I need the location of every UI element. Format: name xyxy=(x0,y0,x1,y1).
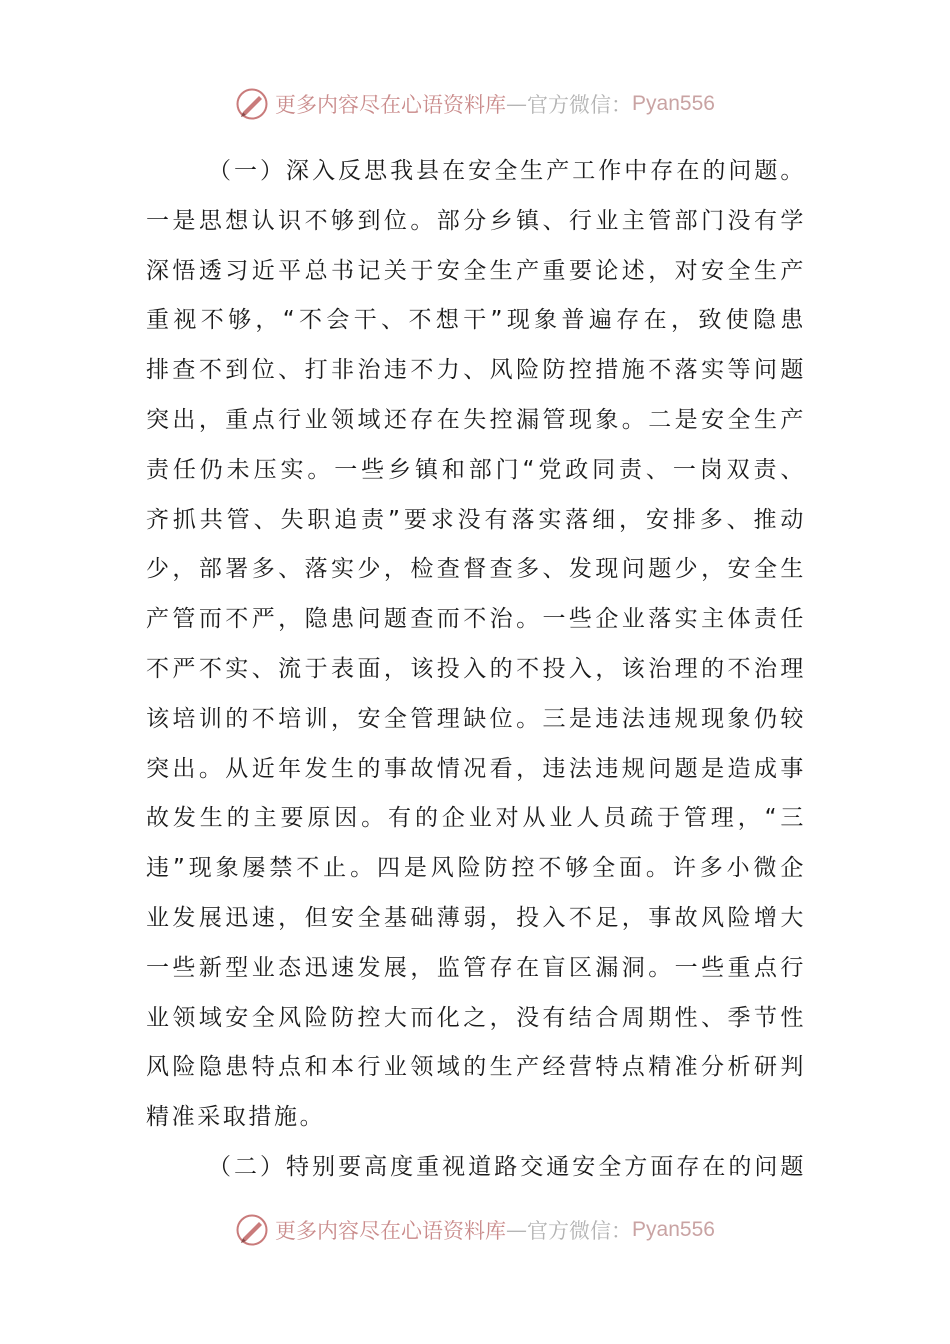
body-line: 深悟透习近平总书记关于安全生产重要论述，对安全生产 xyxy=(146,257,806,284)
watermark-wechat-id: Pyan556 xyxy=(632,1218,715,1241)
body-line: 突出，重点行业领域还存在失控漏管现象。二是安全生产 xyxy=(146,406,806,433)
body-line: 精准采取措施。 xyxy=(146,1104,326,1131)
body-line: 少，部署多、落实少，检查督查多、发现问题少，安全生 xyxy=(146,556,806,583)
watermark-brand: 更多内容尽在心语资料库 xyxy=(275,1219,507,1243)
pen-circle-logo-icon xyxy=(235,1213,269,1247)
body-line: 该培训的不培训，安全管理缺位。三是违法违规现象仍较 xyxy=(146,705,806,732)
body-line: 突出。从近年发生的事故情况看，违法违规问题是造成事 xyxy=(146,755,806,782)
body-line: 违”现象屡禁不止。四是风险防控不够全面。许多小微企 xyxy=(146,855,806,882)
body-line: 排查不到位、打非治违不力、风险防控措施不落实等问题 xyxy=(146,357,806,384)
body-line: 故发生的主要原因。有的企业对从业人员疏于管理，“三 xyxy=(146,805,806,832)
body-line: 齐抓共管、失职追责”要求没有落实落细，安排多、推动 xyxy=(146,506,806,533)
watermark-header xyxy=(0,84,950,124)
watermark-separator: — xyxy=(506,1218,528,1242)
body-line: 不严不实、流于表面，该投入的不投入，该治理的不治理 xyxy=(146,655,806,682)
body-line: 重视不够，“不会干、不想干”现象普遍存在，致使隐患 xyxy=(146,307,806,334)
body-line: 业领域安全风险防控大而化之，没有结合周期性、季节性 xyxy=(146,1004,806,1031)
body-line: 一是思想认识不够到位。部分乡镇、行业主管部门没有学 xyxy=(146,207,806,234)
watermark-footer xyxy=(0,1210,950,1250)
body-line: 产管而不严，隐患问题查而不治。一些企业落实主体责任 xyxy=(146,606,806,633)
body-line: 责任仍未压实。一些乡镇和部门“党政同责、一岗双责、 xyxy=(146,456,806,483)
body-line: 业发展迅速，但安全基础薄弱，投入不足，事故风险增大 xyxy=(146,904,806,931)
watermark-wechat-id: Pyan556 xyxy=(632,92,715,115)
body-line: （二）特别要高度重视道路交通安全方面存在的问题 xyxy=(208,1153,806,1180)
pen-circle-logo-icon xyxy=(235,87,269,121)
watermark-brand: 更多内容尽在心语资料库 xyxy=(275,93,507,117)
watermark-wechat-label: 官方微信： xyxy=(527,93,633,117)
body-line: 风险隐患特点和本行业领域的生产经营特点精准分析研判 xyxy=(146,1054,806,1081)
watermark-separator: — xyxy=(506,92,528,116)
document-body xyxy=(146,147,806,1193)
body-line: （一）深入反思我县在安全生产工作中存在的问题。 xyxy=(208,158,806,184)
body-line: 一些新型业态迅速发展，监管存在盲区漏洞。一些重点行 xyxy=(146,954,806,981)
watermark-wechat-label: 官方微信： xyxy=(527,1219,633,1243)
